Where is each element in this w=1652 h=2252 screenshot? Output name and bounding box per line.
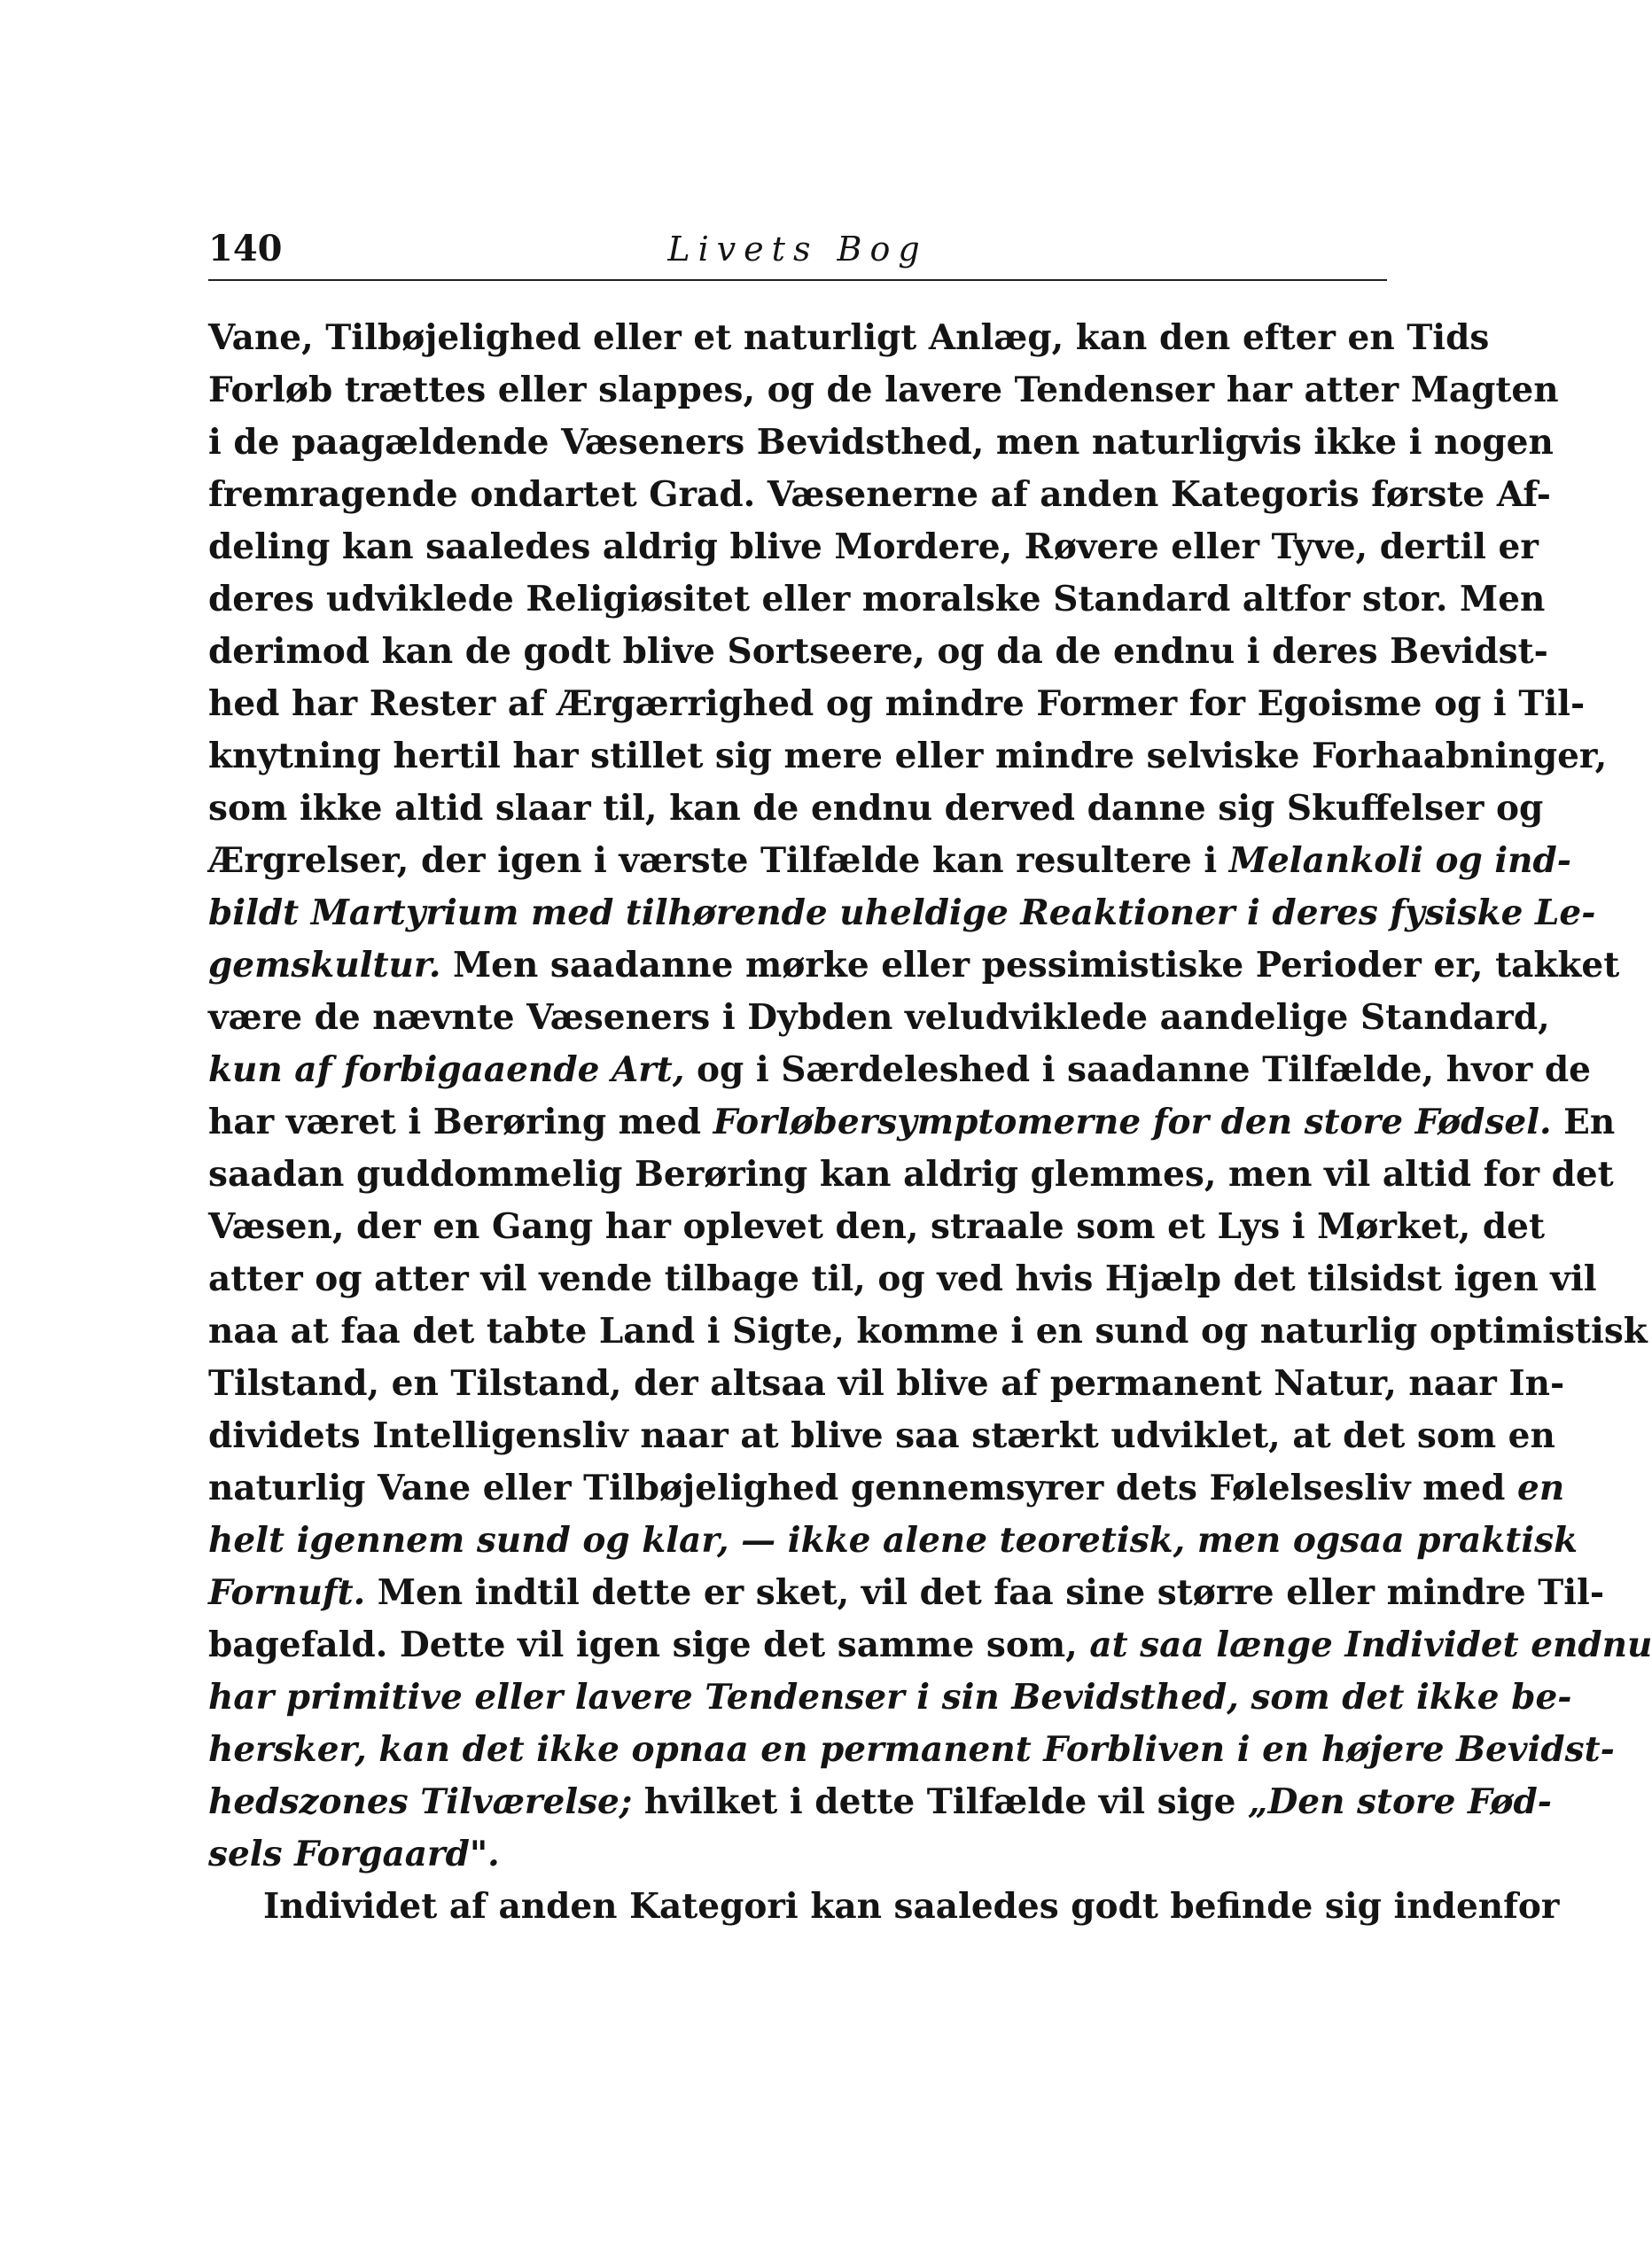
text-line <box>208 1462 1565 1515</box>
running-title: Livets Bog <box>667 230 928 269</box>
text-segment: saadan guddommelig Berøring kan aldrig glemmes, men vil altid for det <box>208 1154 1614 1195</box>
text-line <box>208 1828 1387 1881</box>
text-segment: og i Særdeleshed i saadanne Tilfælde, hvor de <box>684 1049 1591 1090</box>
text-line <box>208 364 1559 417</box>
text-segment: knytning hertil har stillet sig mere eller mindre selviske Forhaabninger, <box>208 736 1608 776</box>
italic-text: kun af forbigaaende Art, <box>208 1049 685 1090</box>
text-line <box>208 992 1550 1044</box>
text-line <box>208 835 1571 887</box>
text-line <box>208 1201 1545 1253</box>
text-segment: atter og atter vil vende tilbage til, og ved hvis Hjælp det tilsidst igen vil <box>208 1258 1597 1299</box>
body-text <box>208 312 1652 1933</box>
text-segment: bagefald. Dette vil igen sige det samme som, <box>208 1625 1090 1665</box>
text-line <box>208 1096 1616 1149</box>
text-line <box>208 1358 1565 1410</box>
text-line <box>208 1567 1605 1619</box>
italic-text: bildt Martyrium med tilhørende uheldige Reaktioner i deres fysiske Le- <box>208 892 1596 933</box>
text-line <box>208 312 1490 364</box>
text-line <box>208 1044 1591 1096</box>
italic-text: Fornuft. <box>208 1572 366 1613</box>
text-segment: hvilket i dette Tilfælde vil sige <box>632 1781 1249 1822</box>
text-segment: Forløb trættes eller slappes, og de lavere Tendenser har atter Magten <box>208 370 1559 410</box>
text-line <box>208 469 1551 521</box>
text-segment: Individet af anden Kategori kan saaledes godt befinde sig indenfor <box>263 1886 1560 1927</box>
text-line <box>208 730 1608 783</box>
text-segment: dividets Intelligensliv naar at blive saa stærkt udviklet, at det som en <box>208 1415 1555 1456</box>
italic-text: en <box>1517 1468 1565 1508</box>
italic-text: at saa længe Individet endnu <box>1089 1625 1652 1665</box>
text-line <box>208 887 1596 939</box>
text-segment: i de paagældende Væseners Bevidsthed, men naturligvis ikke i nogen <box>208 422 1554 463</box>
text-line <box>208 1671 1572 1724</box>
text-segment: fremragende ondartet Grad. Væsenerne af anden Kategoris første Af- <box>208 474 1551 515</box>
text-line <box>208 1724 1615 1776</box>
text-line <box>208 1881 1560 1933</box>
text-line <box>208 573 1546 626</box>
text-line <box>208 521 1539 573</box>
italic-text: gemskultur. <box>208 945 441 986</box>
text-line <box>208 1410 1555 1462</box>
text-segment: Men saadanne mørke eller pessimistiske Perioder er, takket <box>440 945 1620 986</box>
italic-text: hersker, kan det ikke opnaa en permanent Forbliven i en højere Bevidst- <box>208 1729 1615 1770</box>
text-segment: Ærgrelser, der igen i værste Tilfælde kan resultere i <box>208 840 1229 881</box>
text-line <box>208 1776 1552 1828</box>
text-line <box>208 1515 1578 1567</box>
text-segment: som ikke altid slaar til, kan de endnu derved danne sig Skuffelser og <box>208 788 1544 829</box>
text-segment: deling kan saaledes aldrig blive Mordere, Røvere eller Tyve, dertil er <box>208 526 1539 567</box>
text-segment: hed har Rester af Ærgærrighed og mindre Former for Egoisme og i Til- <box>208 683 1586 724</box>
text-segment: naturlig Vane eller Tilbøjelighed gennemsyrer dets Følelsesliv med <box>208 1468 1518 1508</box>
text-segment: Tilstand, en Tilstand, der altsaa vil blive af permanent Natur, naar In- <box>208 1363 1565 1404</box>
text-line <box>208 939 1620 992</box>
text-segment: En <box>1551 1102 1616 1142</box>
text-line <box>208 1305 1648 1358</box>
text-segment: være de nævnte Væseners i Dybden veludviklede aandelige Standard, <box>208 997 1550 1038</box>
text-line <box>208 626 1548 678</box>
italic-text: sels Forgaard". <box>208 1834 500 1874</box>
text-segment: naa at faa det tabte Land i Sigte, komme i en sund og naturlig optimistisk <box>208 1311 1648 1352</box>
text-segment: deres udviklede Religiøsitet eller moralske Standard altfor stor. Men <box>208 579 1546 619</box>
italic-text: „Den store Fød- <box>1248 1781 1552 1822</box>
italic-text: har primitive eller lavere Tendenser i sin Bevidsthed, som det ikke be- <box>208 1677 1572 1718</box>
text-line <box>208 417 1554 469</box>
text-segment: har været i Berøring med <box>208 1102 713 1142</box>
text-segment: Væsen, der en Gang har oplevet den, straale som et Lys i Mørket, det <box>208 1206 1545 1247</box>
italic-text: hedszones Tilværelse; <box>208 1781 633 1822</box>
text-segment: derimod kan de godt blive Sortseere, og da de endnu i deres Bevidst- <box>208 631 1548 672</box>
text-line <box>208 1253 1597 1305</box>
text-segment: Men indtil dette er sket, vil det faa sine større eller mindre Til- <box>365 1572 1605 1613</box>
page-header <box>208 226 1387 281</box>
italic-text: Melankoli og ind- <box>1228 840 1571 881</box>
italic-text: Forløbersymptomerne for den store Fødsel. <box>713 1102 1552 1142</box>
text-line <box>208 678 1586 730</box>
text-line <box>208 1149 1614 1201</box>
page-number: 140 <box>208 228 283 269</box>
text-line <box>208 783 1544 835</box>
italic-text: helt igennem sund og klar, — ikke alene teoretisk, men ogsaa praktisk <box>208 1520 1578 1561</box>
text-segment: Vane, Tilbøjelighed eller et naturligt Anlæg, kan den efter en Tids <box>208 317 1490 358</box>
text-line <box>208 1619 1652 1671</box>
